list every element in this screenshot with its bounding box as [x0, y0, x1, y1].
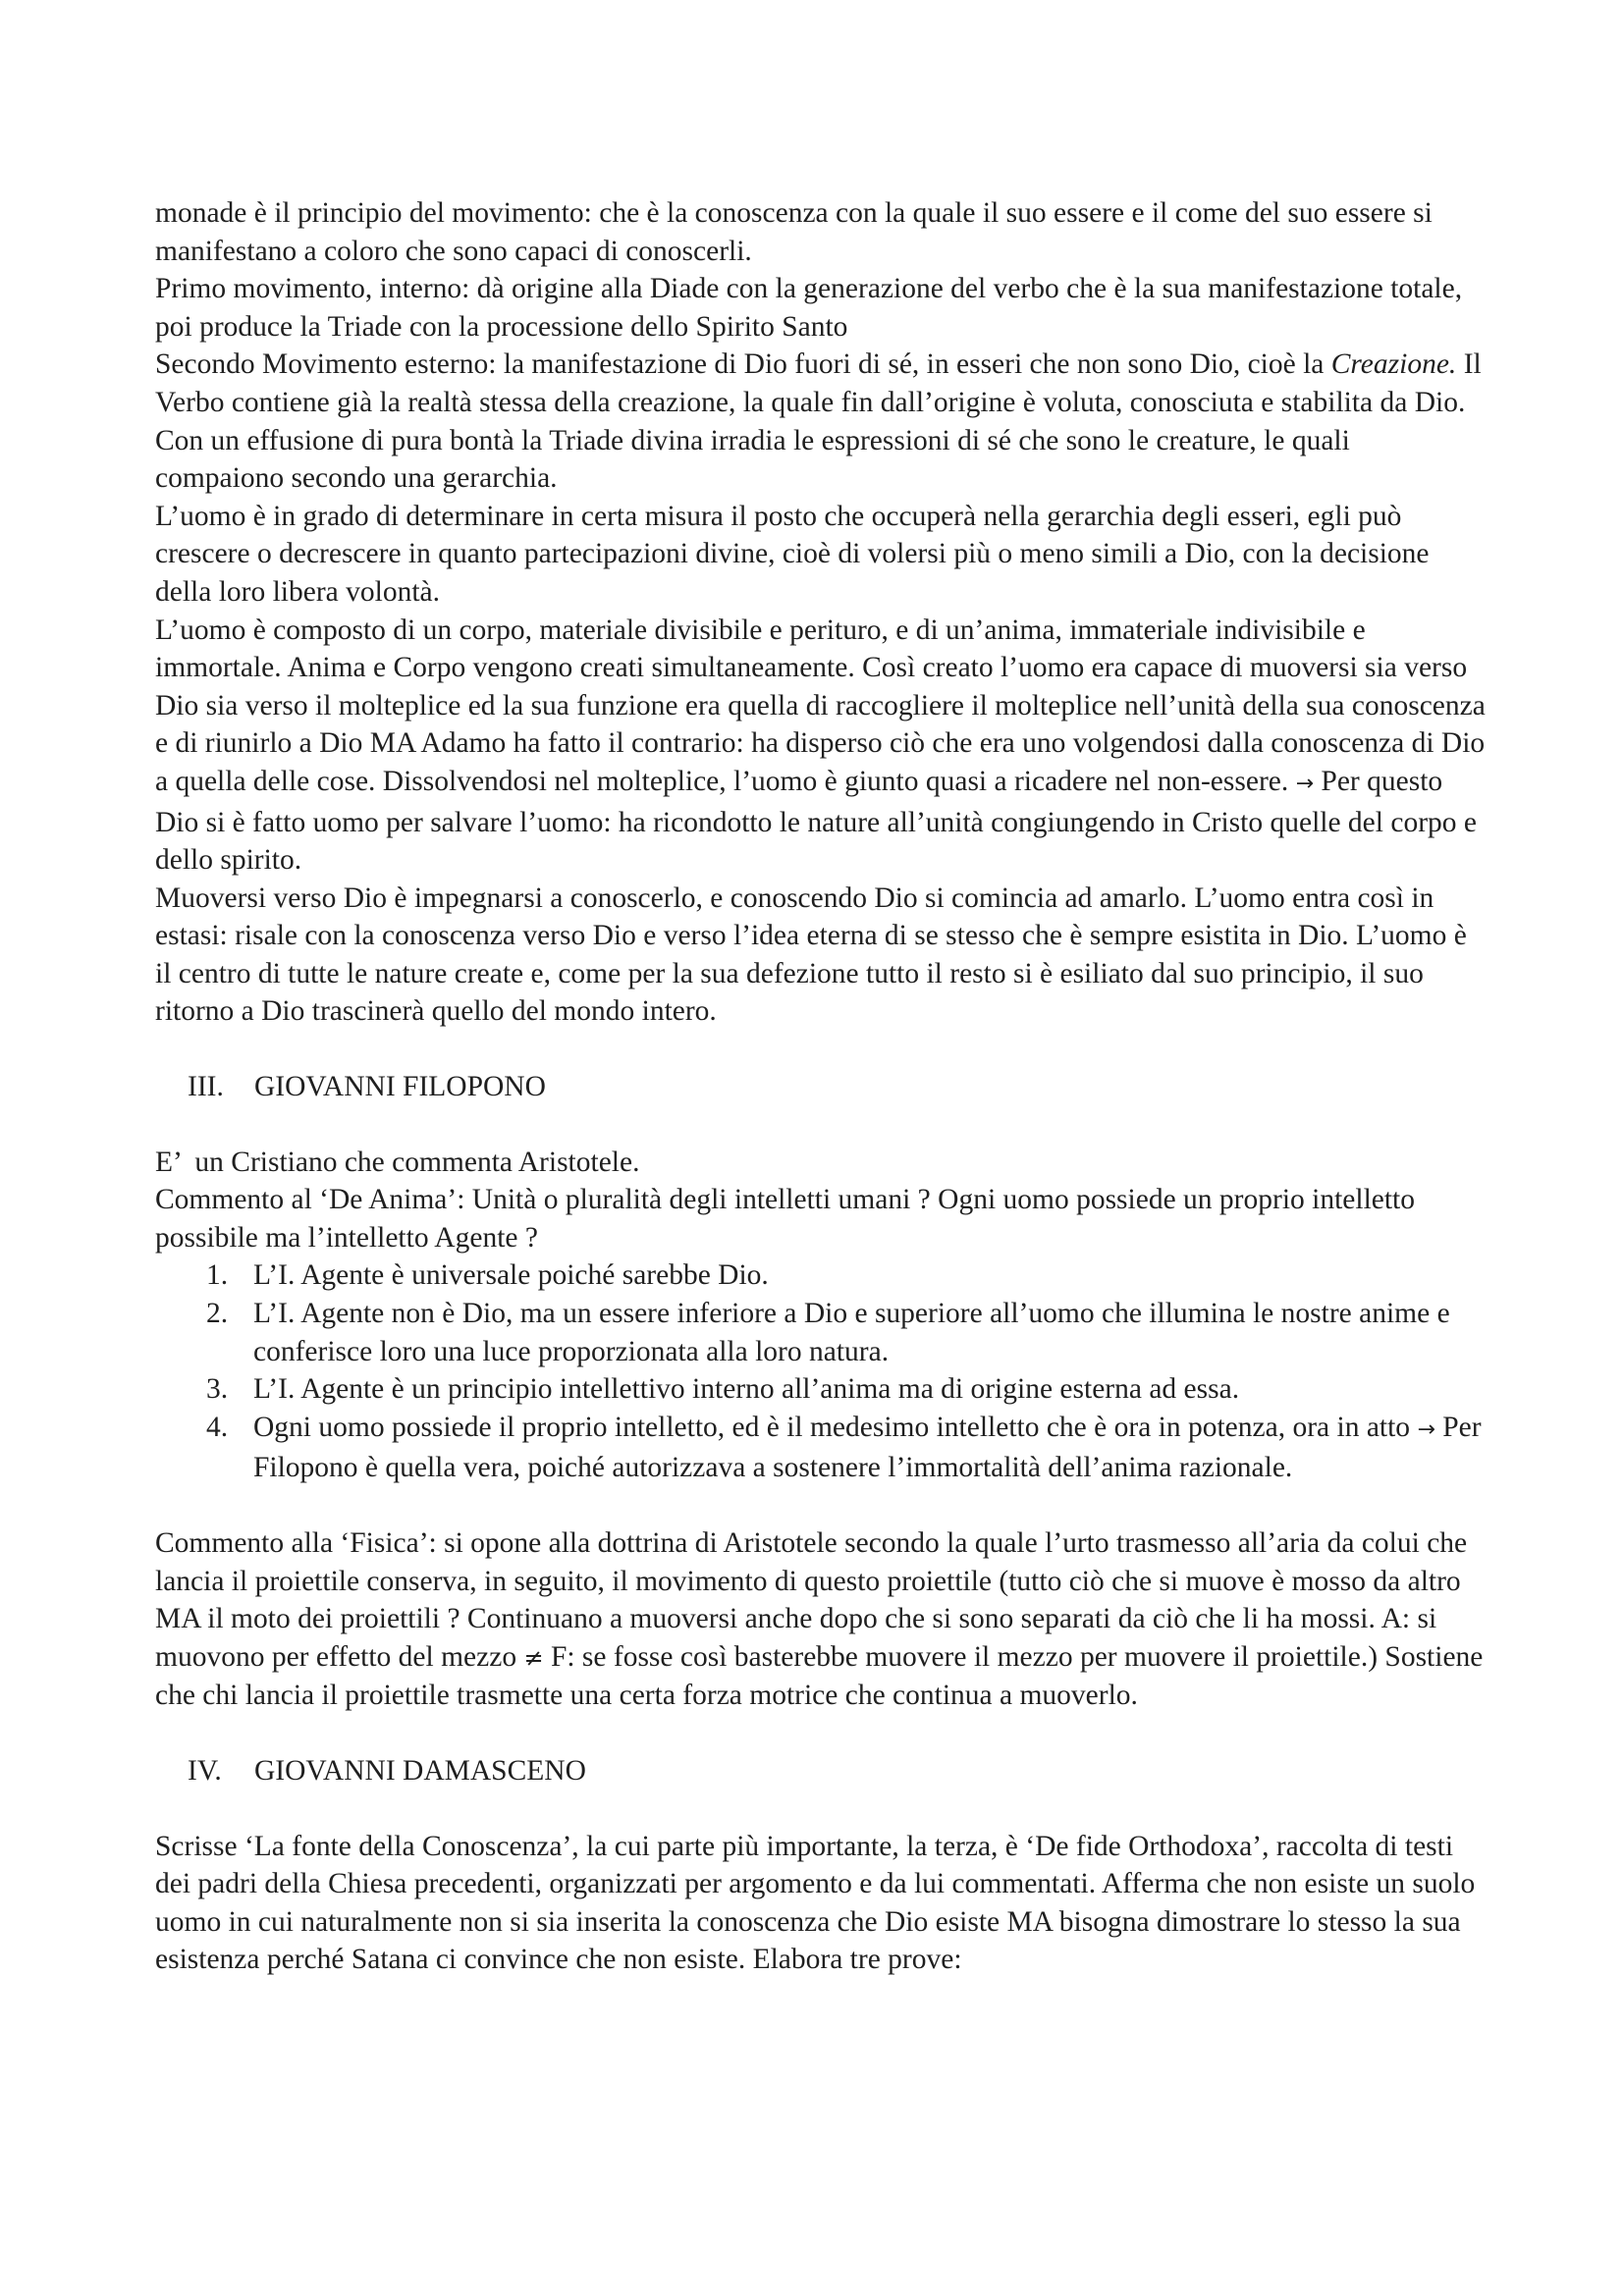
paragraph-primo-movimento: Primo movimento, interno: dà origine alla Diade con la generazione del verbo che è la sua manifestazione totale, poi produce la Triade con la processione dello Spirito Santo — [155, 273, 1463, 343]
paragraph-de-anima: Commento al ‘De Anima’: Unità o pluralità degli intelletti umani ? Ogni uomo possiede un proprio intelletto possibile ma l’intelletto Agente ? — [155, 1184, 1416, 1254]
list-item-number: 1. — [206, 1259, 229, 1292]
section-title: GIOVANNI FILOPONO — [254, 1071, 546, 1103]
list-item — [155, 1256, 1486, 1295]
fisica-text-before: Commento alla ‘Fisica’: si opone alla dottrina di Aristotele secondo la quale l’urto trasmesso all’aria da colui che lancia il proiettile conserva, in seguito, il movimento di questo proiettile (tutto ciò che si muove è mosso da altro MA il moto dei proiettili ? Continuano a muoversi anche dopo che si sono separati da ciò che li ha mossi. A: si muovono per effetto del mezzo — [155, 1527, 1468, 1673]
list-item — [155, 1370, 1486, 1409]
secondo-text-before: Secondo Movimento esterno: la manifestazione di Dio fuori di sé, in esseri che non sono Dio, cioè la — [155, 348, 1331, 381]
list-item-text: L’I. Agente è universale poiché sarebbe Dio. — [253, 1259, 769, 1292]
list-item-number: 2. — [206, 1298, 229, 1330]
list-item-text: L’I. Agente non è Dio, ma un essere inferiore a Dio e superiore all’uomo che illumina le nostre anime e conferisce loro una luce proporzionata alla loro natura. — [253, 1298, 1450, 1367]
composto-text-after: Per questo Dio si è fatto uomo per salvare l’uomo: ha ricondotto le nature all’unità congiungendo in Cristo quelle del corpo e dello spirito. — [155, 765, 1477, 877]
composto-text-before: L’uomo è composto di un corpo, materiale divisibile e perituro, e di un’anima, immateriale indivisibile e immortale. Anima e Corpo vengono creati simultaneamente. Così creato l’uomo era capace di muoversi sia verso Dio sia verso il molteplice ed la sua funzione era quella di raccogliere il molteplice nell’unità della sua conoscenza e di riunirlo a Dio MA Adamo ha fatto il contrario: ha disperso ciò che era uno volgendosi dalla conoscenza di Dio a quella delle cose. Dissolvendosi nel molteplice, l’uomo è giunto quasi a ricadere nel non-essere. — [155, 614, 1486, 797]
paragraph-secondo-movimento — [155, 346, 1486, 497]
numbered-list — [155, 1256, 1486, 1487]
paragraph-uomo-composto — [155, 612, 1486, 880]
list-item-number: 3. — [206, 1373, 229, 1406]
paragraph-fisica — [155, 1524, 1486, 1715]
section-title: GIOVANNI DAMASCENO — [254, 1754, 586, 1787]
list-item-number: 4. — [206, 1411, 229, 1443]
secondo-text-after: Il Verbo contiene già la realtà stessa della creazione, la quale fin dall’origine è voluta, conosciuta e stabilita da Dio. Con un effusione di pura bontà la Triade divina irradia le espressioni di sé che sono le creature, le quali compaiono secondo una gerarchia. — [155, 348, 1482, 495]
fisica-text-after: F: se fosse così basterebbe muovere il mezzo per muovere il proiettile.) Sostiene che chi lancia il proiettile trasmette una certa forza motrice che continua a muoverlo. — [155, 1640, 1484, 1712]
section-heading-damasceno — [155, 1752, 1486, 1790]
section-heading-filopono — [155, 1068, 1486, 1106]
paragraph-monade: monade è il principio del movimento: che è la conoscenza con la quale il suo essere e il come del suo essere si manifestano a coloro che sono capaci di conoscerli. — [155, 197, 1433, 267]
list-item-text: Ogni uomo possiede il proprio intelletto, ed è il medesimo intelletto che è ora in potenza, ora in atto — [253, 1411, 1411, 1443]
paragraph-uomo-grado: L’uomo è in grado di determinare in certa misura il posto che occuperà nella gerarchia degli esseri, egli può crescere o decrescere in quanto partecipazioni divine, cioè di volersi più o meno simili a Dio, con la decisione della loro libera volontà. — [155, 500, 1430, 608]
section-number: IV. — [188, 1754, 222, 1787]
not-equal-symbol: ≠ — [523, 1643, 544, 1672]
right-arrow-icon: → — [1417, 1416, 1435, 1442]
list-item-text-after: Per Filopono è quella vera, poiché autorizzava a sostenere l’immortalità dell’anima razionale. — [253, 1411, 1482, 1484]
section-number: III. — [188, 1071, 224, 1103]
creazione-emphasis: Creazione. — [1330, 348, 1457, 381]
list-item — [155, 1409, 1486, 1487]
right-arrow-icon: → — [1295, 771, 1315, 796]
list-item-text: L’I. Agente è un principio intellettivo interno all’anima ma di origine esterna ad essa. — [253, 1373, 1240, 1406]
list-item — [155, 1295, 1486, 1370]
paragraph-filopono-intro: E’ un Cristiano che commenta Aristotele. — [155, 1146, 640, 1178]
paragraph-muoversi: Muoversi verso Dio è impegnarsi a conoscerlo, e conoscendo Dio si comincia ad amarlo. L’uomo entra così in estasi: risale con la conoscenza verso Dio e verso l’idea eterna di se stesso che è sempre esistita in Dio. L’uomo è il centro di tutte le nature create e, come per la sua defezione tutto il resto si è esiliato dal suo principio, il suo ritorno a Dio trascinerà quello del mondo intero. — [155, 881, 1467, 1028]
paragraph-damasceno: Scrisse ‘La fonte della Conoscenza’, la cui parte più importante, la terza, è ‘De fide Orthodoxa’, raccolta di testi dei padri della Chiesa precedenti, organizzati per argomento e da lui commentati. Afferma che non esiste un suolo uomo in cui naturalmente non si sia inserita la conoscenza che Dio esiste MA bisogna dimostrare lo stesso la sua esistenza perché Satana ci convince che non esiste. Elabora tre prove: — [155, 1830, 1476, 1976]
